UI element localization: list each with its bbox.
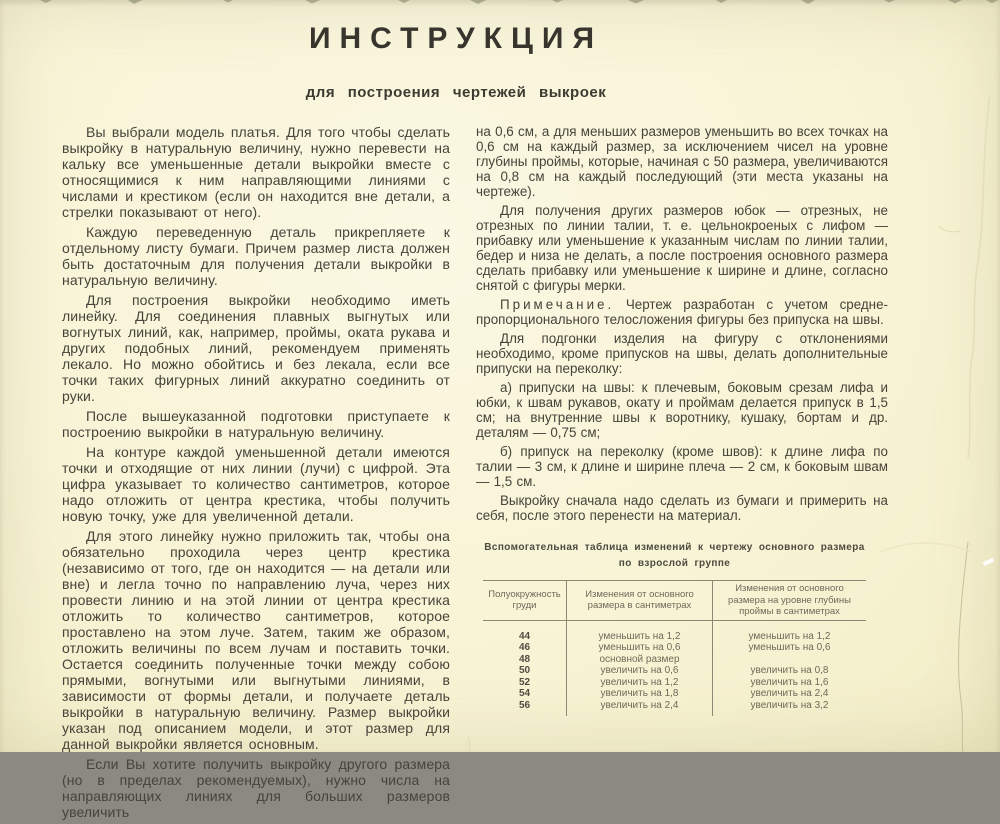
change-cell: увеличить на 0,6 [600,665,679,677]
change-cell: уменьшить на 1,2 [598,630,681,642]
size-adjustment-table [483,542,866,716]
paragraph-fitting-allowances: Для подгонки изделия на фигуру с отклонениями необходимо, кроме припусков на швы, делать дополнительные припуски на переколку: [476,331,888,376]
change-cell: увеличить на 2,4 [600,700,679,712]
torn-top-edge-decoration [0,0,1000,10]
armhole-cell: уменьшить на 0,6 [748,642,831,654]
aux-table-grid [483,580,866,716]
paragraph-size-increase-cont: на 0,6 см, а для меньших размеров уменьшить во всех точках на 0,6 см на каждый размер, за исключением чисел на уровне глубины проймы, которые, начиная с 50 размера, увеличиваются на 0,8 см на каждый последующий (эти места указаны на чертеже). [476,124,888,199]
size-cell: 52 [518,676,531,688]
size-cell: 50 [518,665,531,677]
paragraph-contour-rays: На контуре каждой уменьшенной детали имеются точки и отходящие от них линии (лучи) с цифрой. Эта цифра указывает то количество сантиметров, которое надо отложить от центра крестика, чтобы получить новую точку, уже для увеличенной детали. [62,444,450,524]
right-column [476,124,888,527]
size-cell: 48 [518,653,531,665]
header-base-change: Изменения от основного размера в сантиметрах [567,581,713,620]
paragraph-repinning-allowance: б) припуск на переколку (кроме швов): к длине лифа по талии — 3 см, к длине и ширине плеча — 2 см, к боковым швам — 1,5 см. [476,444,888,489]
document-header [60,22,852,101]
size-cell: 46 [518,642,531,654]
paragraph-paper-first: Выкройку сначала надо сделать из бумаги и примерить на себя, после этого перенести на материал. [476,493,888,523]
aux-table-subtitle: по взрослой группе [618,558,731,569]
size-column [483,621,567,716]
page-title: ИНСТРУКЦИЯ [308,22,604,55]
header-chest-halfgirth: Полуокружность груди [483,581,567,620]
change-cell: увеличить на 1,2 [600,676,679,688]
page-subtitle: для построения чертежей выкроек [305,84,607,101]
size-cell: 54 [518,688,531,700]
armhole-change-column [713,621,866,716]
aux-table-title: Вспомогательная таблица изменений к чертежу основного размера [484,542,865,553]
change-cell: уменьшить на 0,6 [598,642,681,654]
armhole-cell: увеличить на 2,4 [750,688,829,700]
armhole-cell: увеличить на 0,8 [750,665,829,677]
armhole-cell: увеличить на 1,6 [750,676,829,688]
armhole-cell [713,654,866,666]
paragraph-ruler-curve: Для построения выкройки необходимо иметь линейку. Для соединения плавных выгнутых или вогнутых линий, как, например, проймы, оката рукава и других подобных линий, рекомендуем применять лекало. Но можно обойтись и без лекала, если все точки таких фигурных линий аккуратно соединить от руки. [62,292,450,404]
note-label: Примечание. [500,297,615,312]
aux-table-body [483,621,866,716]
header-armhole-change: Изменения от основного размера на уровне глубины проймы в сантиметрах [728,583,851,617]
left-column [62,124,450,824]
size-cell: 56 [518,700,531,712]
paragraph-ruler-method: Для этого линейку нужно приложить так, чтобы она обязательно проходила через центр крестика (независимо от того, где он находится — на детали или вне) и легла точно по направлению луча, через них провести линию и на этой линии от центра крестика отложить то количество сантиметров, которое проставлено на этом луче. Затем, таким же образом, отложить величины по всем лучам и поставить точки. Остается соединить полученные точки между собою прямыми, вогнутыми или выгнутыми линиями, в зависимости от формы детали, и получаете деталь выкройки в натуральную величину. Размер выкройки указан под описанием модели, и этот размер для данной выкройки является основным. [62,528,450,752]
paragraph-skirt-sizes: Для получения других размеров юбок — отрезных, не отрезных по линии талии, т. е. цельнокроеных с лифом — прибавку или уменьшение к указанным числам по линии талии, бедер и низа не делать, а после построения основного размера сделать прибавку или уменьшение к ширине и длине, согласно снятой с фигуры мерки. [476,203,888,293]
paragraph-choose-model: Вы выбрали модель платья. Для того чтобы сделать выкройку в натуральную величину, нужно перевести на кальку все уменьшенные детали выкройки вместе с относящимися к ним направляющими линиями с числами и крестиком (если он находится вне детали, а стрелки показывают от него). [62,124,450,220]
note-text: Чертеж разработан с учетом среднепропорционального телосложения фигуры без припуска на швы. [476,297,888,327]
change-cell: основной размер [599,653,680,665]
size-cell: 44 [518,630,531,642]
paragraph-attach-sheet: Каждую переведенную деталь прикрепляете к отдельному листу бумаги. Причем размер листа должен быть достаточным для получения детали выкройки в натуральную величину. [62,224,450,288]
paragraph-other-size: Если Вы хотите получить выкройку другого размера (но в пределах рекомендуемых), нужно числа на направляющих линиях для больших размеров увеличить [62,756,450,820]
change-cell: увеличить на 1,8 [600,688,679,700]
aux-table-header-row [483,581,866,621]
armhole-cell: уменьшить на 1,2 [748,630,831,642]
paragraph-after-prep: После вышеуказанной подготовки приступаете к построению выкройки в натуральную величину. [62,408,450,440]
armhole-cell: увеличить на 3,2 [750,700,829,712]
paragraph-seam-allowances: а) припуски на швы: к плечевым, боковым срезам лифа и юбки, к швам рукавов, окату и проймам делается припуск в 1,5 см; на внутренние швы к воротнику, кушаку, бортам и др. деталям — 0,75 см; [476,380,888,440]
base-change-column [567,621,713,716]
note-paragraph [476,297,888,327]
